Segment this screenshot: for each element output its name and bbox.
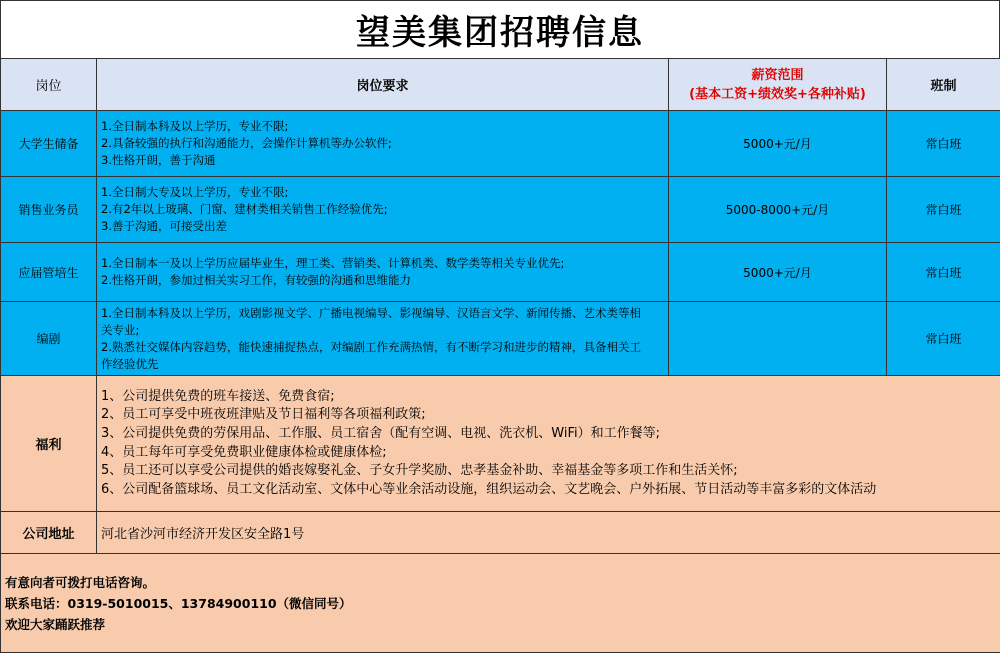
- welfare-item: 1、公司提供免费的班车接送、免费食宿;: [101, 388, 335, 404]
- address-row: [1, 512, 1000, 554]
- requirement-line: 1.全日制本一及以上学历应届毕业生，理工类、营销类、计算机类、数学类等相关专业优先;: [101, 256, 565, 270]
- job-shift: 常白班: [887, 243, 1000, 302]
- job-salary: 5000+元/月: [669, 243, 887, 302]
- header-shift: 班制: [887, 59, 1000, 111]
- requirement-line: 关专业;: [101, 322, 140, 337]
- welfare-item: 2、员工可享受中班夜班津贴及节日福利等各项福利政策;: [101, 407, 426, 423]
- job-requirements: [97, 243, 669, 302]
- requirement-line: 1.全日制本科及以上学历，专业不限;: [101, 119, 289, 133]
- job-position: 大学生储备: [1, 111, 97, 177]
- requirement-line: 3.善于沟通，可接受出差: [101, 219, 227, 233]
- table-row: [1, 243, 1000, 302]
- welfare-item: 3、公司提供免费的劳保用品、工作服、员工宿舍（配有空调、电视、洗衣机、WiFi）和工作餐等;: [101, 425, 660, 441]
- table-row: [1, 177, 1000, 243]
- address-label: 公司地址: [1, 512, 97, 554]
- job-position: 销售业务员: [1, 177, 97, 243]
- recruitment-table: [0, 58, 1000, 653]
- welfare-list: [97, 376, 1000, 512]
- header-row: [1, 59, 1000, 111]
- requirement-line: 2.熟悉社交媒体内容趋势，能快速捕捉热点，对编剧工作充满热情，有不断学习和进步的精神，具备相关工: [101, 339, 641, 354]
- contact-row: [1, 554, 1000, 653]
- requirement-line: 作经验优先: [101, 356, 159, 371]
- contact-line: 有意向者可拨打电话咨询。: [5, 574, 156, 590]
- header-position: 岗位: [1, 59, 97, 111]
- welfare-item: 5、员工还可以享受公司提供的婚丧嫁娶礼金、子女升学奖励、忠孝基金补助、幸福基金等多项工作和生活关怀;: [101, 463, 738, 479]
- contact-phone: 联系电话：0319-5010015、13784900110（微信同号）: [5, 595, 352, 611]
- requirement-line: 3.性格开朗，善于沟通: [101, 153, 216, 167]
- table-row: [1, 111, 1000, 177]
- welfare-label: 福利: [1, 376, 97, 512]
- requirement-line: 1.全日制大专及以上学历，专业不限;: [101, 185, 289, 199]
- job-position: 编剧: [1, 302, 97, 376]
- welfare-item: 4、员工每年可享受免费职业健康体检或健康体检;: [101, 444, 387, 460]
- welfare-row: [1, 376, 1000, 512]
- header-requirements: 岗位要求: [97, 59, 669, 111]
- page-title: 望美集团招聘信息: [0, 0, 1000, 59]
- requirement-line: 1.全日制本科及以上学历，戏剧影视文学、广播电视编导、影视编导、汉语言文学、新闻传播、艺术类等相: [101, 305, 641, 320]
- table-row: [1, 302, 1000, 376]
- requirement-line: 2.性格开朗，参加过相关实习工作，有较强的沟通和思维能力: [101, 273, 411, 287]
- job-salary: 5000+元/月: [669, 111, 887, 177]
- header-salary-title: 薪资范围: [751, 67, 804, 83]
- job-position: 应届管培生: [1, 243, 97, 302]
- job-salary: 5000-8000+元/月: [669, 177, 887, 243]
- contact-line: 欢迎大家踊跃推荐: [5, 616, 106, 632]
- job-requirements: [97, 111, 669, 177]
- requirement-line: 2.有2年以上玻璃、门窗、建材类相关销售工作经验优先;: [101, 202, 388, 216]
- requirement-line: 2.具备较强的执行和沟通能力，会操作计算机等办公软件;: [101, 136, 392, 150]
- welfare-item: 6、公司配备篮球场、员工文化活动室、文体中心等业余活动设施，组织运动会、文艺晚会、户外拓展、节日活动等丰富多彩的文体活动: [101, 481, 877, 497]
- job-requirements: [97, 302, 669, 376]
- job-shift: 常白班: [887, 111, 1000, 177]
- job-shift: 常白班: [887, 177, 1000, 243]
- job-shift: 常白班: [887, 302, 1000, 376]
- contact-info: [1, 554, 1000, 653]
- job-requirements: [97, 177, 669, 243]
- header-salary-detail: (基本工资+绩效奖+各种补贴): [689, 86, 866, 102]
- job-salary: [669, 302, 887, 376]
- header-salary: [669, 59, 887, 111]
- address-value: 河北省沙河市经济开发区安全路1号: [97, 512, 1000, 554]
